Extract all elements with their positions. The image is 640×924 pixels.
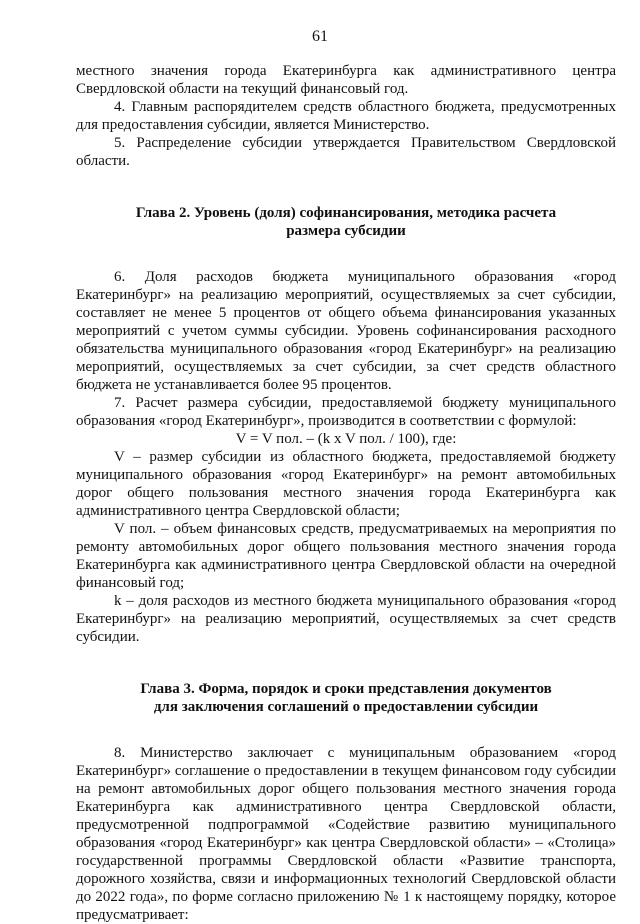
page-number: 61 — [312, 28, 328, 45]
chapter-2-title-line-2: размера субсидии — [286, 223, 406, 239]
chapter-2-heading — [76, 204, 616, 240]
paragraph-8: 8. Министерство заключает с муниципальным образованием «город Екатеринбург» соглашение о предоставлении в текущем финансовом году субсидии на ремонт автомобильных дорог общего пользования местного значения города Екатеринбурга как административного центра Свердловской области, предусмотренной подпрограммой «Содействие развитию муниципального образования «город Екатеринбург» как центра Свердловской области» – «Столица» государственной программы Свердловской области «Развитие транспорта, дорожного хозяйства, связи и информационных технологий Свердловской области до 2022 года», по форме согласно приложению № 1 к настоящему порядку, которое предусматривает: — [76, 745, 616, 923]
paragraph-continuation: местного значения города Екатеринбурга как административного центра Свердловской области на текущий финансовый год. — [76, 63, 616, 97]
paragraph-5: 5. Распределение субсидии утверждается Правительством Свердловской области. — [76, 135, 616, 169]
chapter-3-title-line-1: Глава 3. Форма, порядок и сроки представления документов — [140, 681, 552, 697]
paragraph-7: 7. Расчет размера субсидии, предоставляемой бюджету муниципального образования «город Екатеринбург», производится в соответствии с формулой: — [76, 395, 616, 429]
document-body — [76, 62, 616, 924]
definition-v: V – размер субсидии из областного бюджета, предоставляемой бюджету муниципального образования «город Екатеринбург» на ремонт автомобильных дорог общего пользования местного значения города Екатеринбурга как административного центра Свердловской области; — [76, 449, 616, 519]
chapter-2-title-line-1: Глава 2. Уровень (доля) софинансирования, методика расчета — [135, 205, 557, 221]
definition-k: k – доля расходов из местного бюджета муниципального образования «город Екатеринбург» на реализацию мероприятий, осуществляемых за счет средств субсидии. — [76, 593, 616, 645]
definition-v-pol: V пол. – объем финансовых средств, предусматриваемых на мероприятия по ремонту автомобильных дорог общего пользования местного значения города Екатеринбурга как административного центра Свердловской области на очередной финансовый год; — [76, 521, 616, 591]
paragraph-4: 4. Главным распорядителем средств областного бюджета, предусмотренных для предоставления субсидии, является Министерство. — [76, 99, 616, 133]
paragraph-6: 6. Доля расходов бюджета муниципального образования «город Екатеринбург» на реализацию мероприятий, осуществляемых за счет субсидии, составляет не менее 5 процентов от общего объема финансирования указанных мероприятий с учетом суммы субсидии. Уровень софинансирования расходного обязательства муниципального образования «город Екатеринбург» на реализацию мероприятий, осуществляемых за счет субсидии, за счет средств областного бюджета не устанавливается более 95 процентов. — [76, 269, 616, 393]
chapter-3-title-line-2: для заключения соглашений о предоставлении субсидии — [153, 699, 539, 715]
formula: V = V пол. – (k x V пол. / 100), где: — [235, 431, 457, 447]
chapter-3-heading — [76, 680, 616, 716]
